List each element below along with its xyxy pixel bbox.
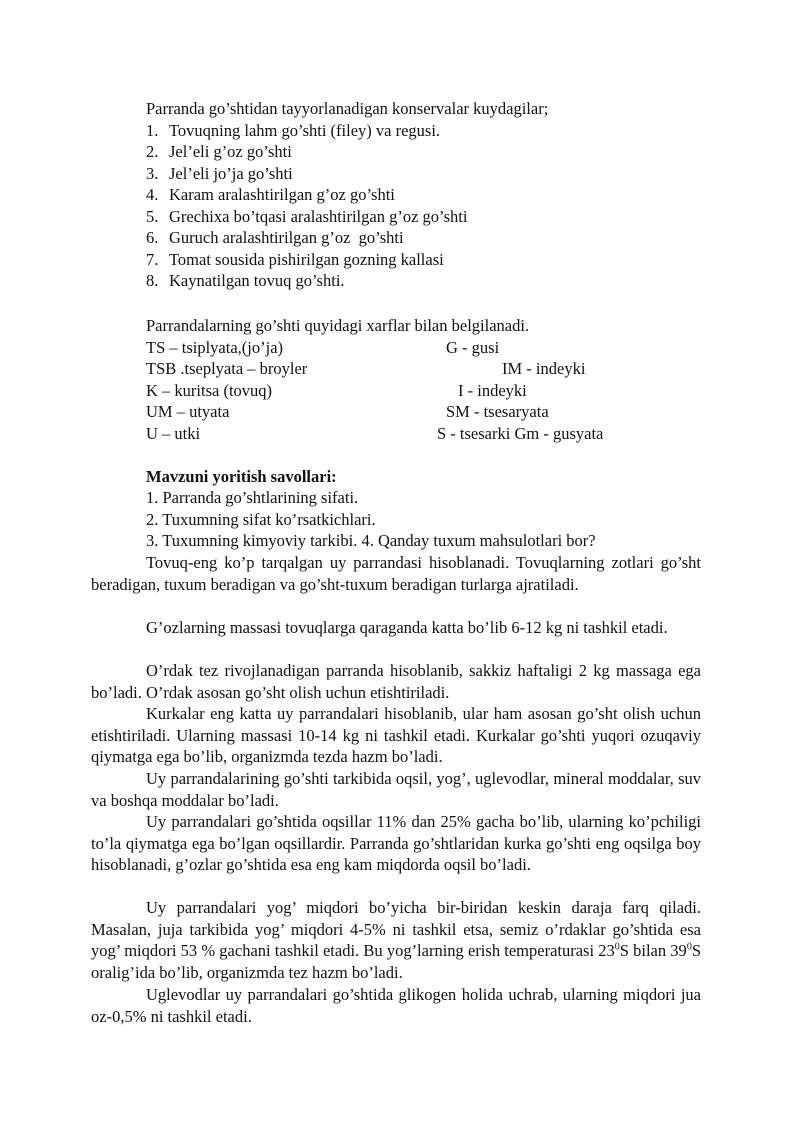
fat-paragraph — [91, 897, 701, 983]
question-item: 2. Tuxumning sifat ko’rsatkichlari. — [146, 510, 376, 529]
mark-right: G - gusi — [446, 338, 500, 357]
mark-right: IM - indeyki — [502, 359, 586, 378]
list-item: Kaynatilgan tovuq go’shti. — [169, 271, 345, 290]
list-item-number: 1. — [146, 121, 159, 140]
list-item-number: 7. — [146, 250, 159, 269]
list-item: Karam aralashtirilgan g’oz go’shti — [169, 185, 395, 204]
list-item: Tovuqning lahm go’shti (filey) va regusi. — [169, 121, 441, 140]
paragraph: Uy parrandalari go’shtida oqsillar 11% dan 25% gacha bo’lib, ularning ko’pchiligi to’la qiymatga ega bo’lgan oqsillardir. Parranda go’shtlaridan kurka go’shti eng oqsilga boy hisoblanadi, g’ozlar go’shtida esa eng kam miqdorda oqsil bo’ladi. — [91, 812, 701, 875]
list-item: Jel’eli g’oz go’shti — [169, 142, 292, 161]
list-item-number: 3. — [146, 164, 159, 183]
mark-left: TSB .tseplyata – broyler — [146, 359, 308, 378]
paragraph: O’rdak tez rivojlanadigan parranda hisoblanib, sakkiz haftaligi 2 kg massaga ega bo’ladi. O’rdak asosan go’sht olish uchun etishtiriladi. — [91, 661, 701, 702]
mark-left: U – utki — [146, 424, 201, 443]
mark-left: K – kuritsa (tovuq) — [146, 381, 273, 400]
paragraph: Uglevodlar uy parrandalari go’shtida glikogen holida uchrab, ularning miqdori jua oz-0,5% ni tashkil etadi. — [91, 985, 701, 1026]
list-item-number: 4. — [146, 185, 159, 204]
question-item: 1. Parranda go’shtlarining sifati. — [146, 488, 359, 507]
list-item-number: 5. — [146, 207, 159, 226]
paragraph: Tovuq-eng ko’p tarqalgan uy parrandasi hisoblanadi. Tovuqlarning zotlari go’sht beradigan, tuxum beradigan va go’sht-tuxum beradigan turlarga ajratiladi. — [91, 553, 701, 594]
mark-left: UM – utyata — [146, 402, 230, 421]
paragraph: Kurkalar eng katta uy parrandalari hisoblanib, ular ham asosan go’sht olish uchun etishtiriladi. Ularning massasi 10-14 kg ni tashkil etadi. Kurkalar go’shti yuqori ozuqaviy qiymatga ega bo’lib, organizmda tezda hazm bo’ladi. — [91, 704, 701, 767]
list-item: Guruch aralashtirilgan g’oz go’shti — [169, 228, 404, 247]
fat-text: Uy parrandalari yog’ miqdori bo’yicha bir-biridan keskin daraja farq qiladi. Masalan, juja tarkibida yog’ miqdori 4-5% ni tashkil etsa, semiz o’rdaklar go’shtida esa yog’ miqdori 53 % gachani tashkil etadi. Bu yog’larning erish temperaturasi 23 — [91, 898, 701, 961]
mark-right: S - tsesarki Gm - gusyata — [437, 424, 604, 443]
degree-mark: 0 — [614, 941, 620, 953]
mark-right: I - indeyki — [458, 381, 527, 400]
paragraph: Uy parrandalarining go’shti tarkibida oqsil, yog’, uglevodlar, mineral moddalar, suv va boshqa moddalar bo’ladi. — [91, 769, 701, 810]
intro-line: Parranda go’shtidan tayyorlanadigan konservalar kuydagilar; — [146, 99, 549, 118]
paragraph: G’ozlarning massasi tovuqlarga qaraganda katta bo’lib 6-12 kg ni tashkil etadi. — [146, 618, 668, 637]
marks-intro-line: Parrandalarning go’shti quyidagi xarflar bilan belgilanadi. — [146, 316, 530, 335]
list-item: Jel’eli jo’ja go’shti — [169, 164, 293, 183]
mark-left: TS – tsiplyata,(jo’ja) — [146, 338, 284, 357]
fat-text: S oralig’ida bo’lib, organizmda tez hazm bo’ladi. — [91, 941, 701, 982]
question-item: 3. Tuxumning kimyoviy tarkibi. 4. Qanday tuxum mahsulotlari bor? — [146, 531, 596, 550]
list-item-number: 2. — [146, 142, 159, 161]
list-item: Grechixa bo’tqasi aralashtirilgan g’oz go’shti — [169, 207, 468, 226]
degree-mark: 0 — [686, 941, 692, 953]
list-item-number: 8. — [146, 271, 159, 290]
list-item-number: 6. — [146, 228, 159, 247]
questions-heading: Mavzuni yoritish savollari: — [146, 467, 337, 486]
fat-text: S bilan 39 — [619, 941, 687, 961]
mark-right: SM - tsesaryata — [446, 402, 549, 421]
list-item: Tomat sousida pishirilgan gozning kallasi — [169, 250, 444, 269]
